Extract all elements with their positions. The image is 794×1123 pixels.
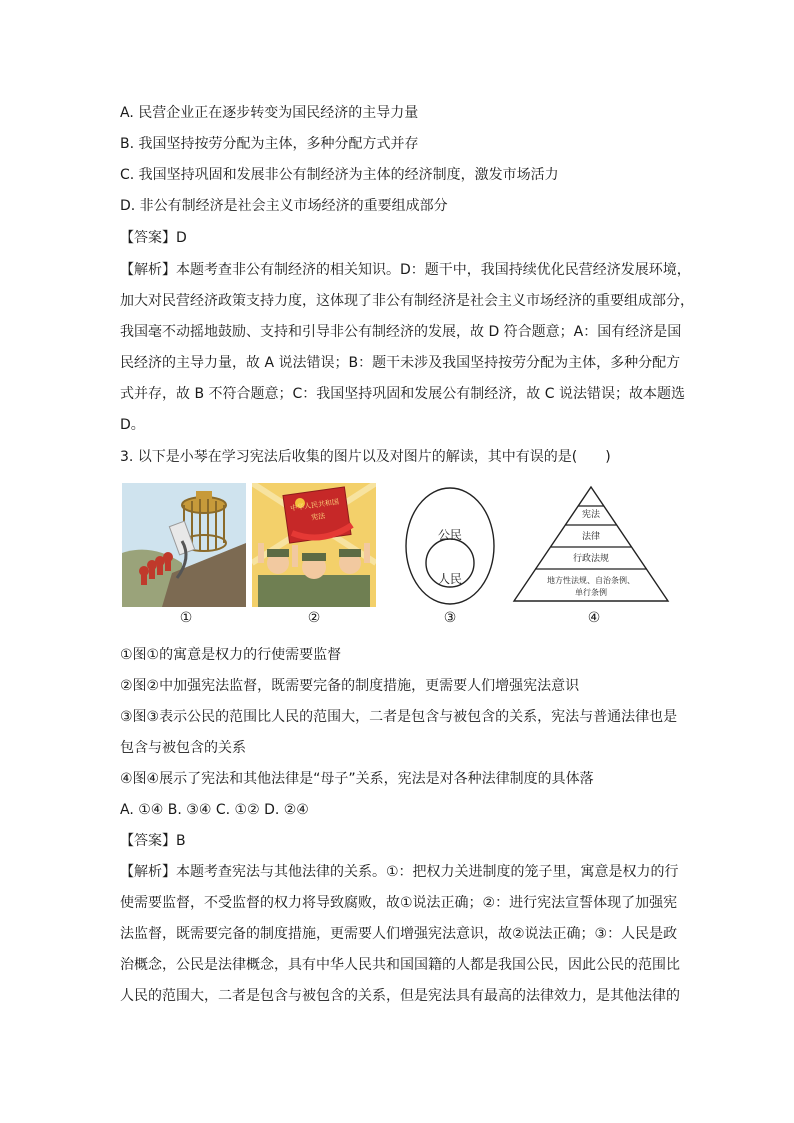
statement-3-cont: 包含与被包含的关系 bbox=[120, 740, 246, 756]
pyramid-level: 单行条例 bbox=[575, 588, 607, 597]
pyramid-level: 宪法 bbox=[581, 510, 601, 520]
figure-3-label: ③ bbox=[443, 610, 457, 626]
statement-4: ④图④展示了宪法和其他法律是“母子”关系，宪法是对各种法律制度的具体落 bbox=[120, 771, 594, 787]
analysis-q2-line: 加大对民营经济政策支持力度，这体现了非公有制经济是社会主义市场经济的重要组成部分， bbox=[120, 293, 694, 309]
pyramid-level: 行政法规 bbox=[572, 554, 610, 564]
pyramid-level: 地方性法规、自治条例、 bbox=[547, 576, 635, 585]
analysis-q2-line: D。 bbox=[120, 417, 145, 433]
figure-4-label: ④ bbox=[587, 610, 601, 626]
options-q3: A. ①④ B. ③④ C. ①② D. ②④ bbox=[120, 802, 309, 818]
question-3: 3. 以下是小琴在学习宪法后收集的图片以及对图片的解读，其中有误的是( ) bbox=[120, 449, 611, 465]
analysis-q2-line: 式并存，故 B 不符合题意；C：我国坚持巩固和发展公有制经济，故 C 说法错误；故本题选 bbox=[120, 386, 685, 402]
option-b: B. 我国坚持按劳分配为主体，多种分配方式并存 bbox=[120, 136, 419, 152]
pyramid-level: 法律 bbox=[581, 532, 601, 542]
option-c: C. 我国坚持巩固和发展非公有制经济为主体的经济制度，激发市场活力 bbox=[120, 167, 559, 183]
analysis-q2-line: 我国毫不动摇地鼓励、支持和引导非公有制经济的发展，故 D 符合题意；A：国有经济是国 bbox=[120, 324, 682, 340]
people-label: 人民 bbox=[437, 572, 463, 586]
book-subtitle: 宪法 bbox=[310, 511, 326, 522]
figure-2-label: ② bbox=[307, 610, 321, 626]
figure-3-venn bbox=[402, 483, 502, 607]
option-d: D. 非公有制经济是社会主义市场经济的重要组成部分 bbox=[120, 198, 448, 214]
analysis-q2-line: 【解析】本题考查非公有制经济的相关知识。D：题干中，我国持续优化民营经济发展环境， bbox=[120, 262, 691, 278]
figure-1-label: ① bbox=[179, 610, 193, 626]
statement-3: ③图③表示公民的范围比人民的范围大，二者是包含与被包含的关系，宪法与普通法律也是 bbox=[120, 709, 678, 725]
figure-4-law-pyramid bbox=[511, 483, 671, 607]
statement-1: ①图①的寓意是权力的行使需要监督 bbox=[120, 647, 342, 663]
figure-1-cage-cartoon bbox=[122, 483, 246, 607]
answer-q3: 【答案】B bbox=[120, 833, 186, 849]
analysis-q3-line: 使需要监督，不受监督的权力将导致腐败，故①说法正确；②：进行宪法宣誓体现了加强宪 bbox=[120, 895, 678, 911]
analysis-q3-line: 人民的范围大，二者是包含与被包含的关系，但是宪法具有最高的法律效力，是其他法律的 bbox=[120, 988, 680, 1004]
statement-2: ②图②中加强宪法监督，既需要完备的制度措施，更需要人们增强宪法意识 bbox=[120, 678, 580, 694]
option-a: A. 民营企业正在逐步转变为国民经济的主导力量 bbox=[120, 105, 419, 121]
figure-2-oath-cartoon bbox=[252, 483, 376, 607]
answer-q2: 【答案】D bbox=[120, 230, 187, 246]
analysis-q3-line: 治概念，公民是法律概念，具有中华人民共和国国籍的人都是我国公民，因此公民的范围比 bbox=[120, 957, 680, 973]
citizen-label: 公民 bbox=[437, 528, 463, 542]
analysis-q2-line: 民经济的主导力量，故 A 说法错误；B：题干未涉及我国坚持按劳分配为主体，多种分配方 bbox=[120, 355, 681, 371]
analysis-q3-line: 【解析】本题考查宪法与其他法律的关系。①：把权力关进制度的笼子里，寓意是权力的行 bbox=[120, 864, 679, 880]
book-title: 中华人民共和国 bbox=[289, 497, 340, 513]
analysis-q3-line: 法监督，既需要完备的制度措施，更需要人们增强宪法意识，故②说法正确；③：人民是政 bbox=[120, 926, 678, 942]
